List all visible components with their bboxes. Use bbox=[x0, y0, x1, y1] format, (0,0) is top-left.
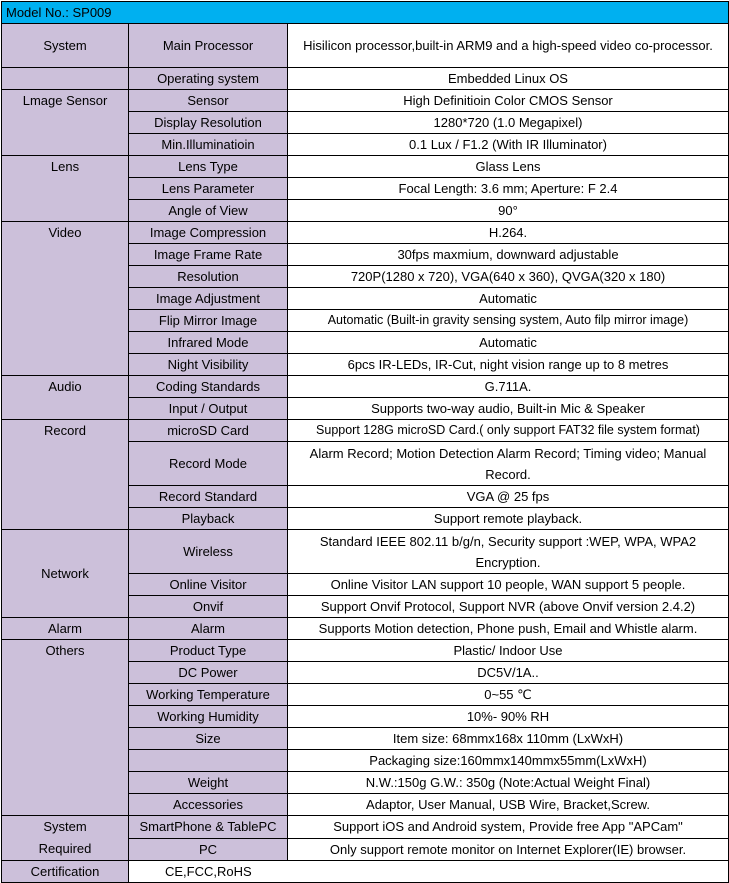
value-record-standard: VGA @ 25 fps bbox=[288, 486, 729, 508]
value-packaging-size: Packaging size:160mmx140mmx55mm(LxWxH) bbox=[288, 750, 729, 772]
feature-product-type: Product Type bbox=[129, 640, 288, 662]
value-alarm: Supports Motion detection, Phone push, Email and Whistle alarm. bbox=[288, 618, 729, 640]
value-sensor: High Definitioin Color CMOS Sensor bbox=[288, 90, 729, 112]
spec-table bbox=[1, 1, 729, 883]
value-accessories: Adaptor, User Manual, USB Wire, Bracket,Screw. bbox=[288, 794, 729, 816]
value-infrared-mode: Automatic bbox=[288, 332, 729, 354]
value-coding-standards: G.711A. bbox=[288, 376, 729, 398]
value-lens-type: Glass Lens bbox=[288, 156, 729, 178]
feature-packaging-size bbox=[129, 750, 288, 772]
feature-display-resolution: Display Resolution bbox=[129, 112, 288, 134]
value-min-illumination: 0.1 Lux / F1.2 (With IR Illuminator) bbox=[288, 134, 729, 156]
feature-image-adjustment: Image Adjustment bbox=[129, 288, 288, 310]
group-image-sensor: Lmage Sensor bbox=[2, 90, 129, 156]
value-certification: CE,FCC,RoHS bbox=[129, 861, 729, 883]
feature-coding-standards: Coding Standards bbox=[129, 376, 288, 398]
feature-onvif: Onvif bbox=[129, 596, 288, 618]
value-product-type: Plastic/ Indoor Use bbox=[288, 640, 729, 662]
value-night-visibility: 6pcs IR-LEDs, IR-Cut, night vision range up to 8 metres bbox=[288, 354, 729, 376]
feature-lens-type: Lens Type bbox=[129, 156, 288, 178]
value-record-mode: Alarm Record; Motion Detection Alarm Record; Timing video; Manual Record. bbox=[288, 442, 729, 486]
group-lens: Lens bbox=[2, 156, 129, 222]
value-resolution: 720P(1280 x 720), VGA(640 x 360), QVGA(320 x 180) bbox=[288, 266, 729, 288]
feature-sensor: Sensor bbox=[129, 90, 288, 112]
value-onvif: Support Onvif Protocol, Support NVR (above Onvif version 2.4.2) bbox=[288, 596, 729, 618]
value-playback: Support remote playback. bbox=[288, 508, 729, 530]
feature-record-mode: Record Mode bbox=[129, 442, 288, 486]
feature-working-humidity: Working Humidity bbox=[129, 706, 288, 728]
feature-size: Size bbox=[129, 728, 288, 750]
group-system-required-line2: Required bbox=[38, 841, 92, 856]
feature-infrared-mode: Infrared Mode bbox=[129, 332, 288, 354]
feature-flip-mirror-image: Flip Mirror Image bbox=[129, 310, 288, 332]
feature-playback: Playback bbox=[129, 508, 288, 530]
group-system-required bbox=[2, 816, 129, 861]
value-main-processor: Hisilicon processor,built-in ARM9 and a high-speed video co-processor. bbox=[288, 24, 729, 68]
value-item-size: Item size: 68mmx168x 110mm (LxWxH) bbox=[288, 728, 729, 750]
value-working-humidity: 10%- 90% RH bbox=[288, 706, 729, 728]
value-input-output: Supports two-way audio, Built-in Mic & Speaker bbox=[288, 398, 729, 420]
group-alarm: Alarm bbox=[2, 618, 129, 640]
value-angle-of-view: 90° bbox=[288, 200, 729, 222]
feature-alarm: Alarm bbox=[129, 618, 288, 640]
feature-image-compression: Image Compression bbox=[129, 222, 288, 244]
group-network: Network bbox=[2, 530, 129, 618]
group-system: System bbox=[2, 24, 129, 68]
group-others: Others bbox=[2, 640, 129, 816]
value-flip-mirror-image: Automatic (Built-in gravity sensing system, Auto filp mirror image) bbox=[288, 310, 729, 332]
feature-main-processor: Main Processor bbox=[129, 24, 288, 68]
feature-pc: PC bbox=[129, 838, 288, 861]
feature-accessories: Accessories bbox=[129, 794, 288, 816]
group-record: Record bbox=[2, 420, 129, 530]
feature-operating-system: Operating system bbox=[129, 68, 288, 90]
feature-lens-parameter: Lens Parameter bbox=[129, 178, 288, 200]
group-video: Video bbox=[2, 222, 129, 376]
group-certification: Certification bbox=[2, 861, 129, 883]
value-smartphone-tablet: Support iOS and Android system, Provide free App "APCam" bbox=[288, 816, 729, 839]
model-number-title: Model No.: SP009 bbox=[2, 2, 729, 24]
value-image-compression: H.264. bbox=[288, 222, 729, 244]
feature-microsd-card: microSD Card bbox=[129, 420, 288, 442]
value-working-temperature: 0~55 ℃ bbox=[288, 684, 729, 706]
group-system-required-line1: System bbox=[43, 819, 87, 834]
feature-input-output: Input / Output bbox=[129, 398, 288, 420]
group-audio: Audio bbox=[2, 376, 129, 420]
feature-online-visitor: Online Visitor bbox=[129, 574, 288, 596]
value-pc: Only support remote monitor on Internet Explorer(IE) browser. bbox=[288, 838, 729, 861]
feature-min-illumination: Min.Illuminatioin bbox=[129, 134, 288, 156]
value-lens-parameter: Focal Length: 3.6 mm; Aperture: F 2.4 bbox=[288, 178, 729, 200]
feature-weight: Weight bbox=[129, 772, 288, 794]
value-display-resolution: 1280*720 (1.0 Megapixel) bbox=[288, 112, 729, 134]
feature-image-frame-rate: Image Frame Rate bbox=[129, 244, 288, 266]
value-microsd-card: Support 128G microSD Card.( only support FAT32 file system format) bbox=[288, 420, 729, 442]
feature-resolution: Resolution bbox=[129, 266, 288, 288]
feature-wireless: Wireless bbox=[129, 530, 288, 574]
value-weight: N.W.:150g G.W.: 350g (Note:Actual Weight Final) bbox=[288, 772, 729, 794]
feature-working-temperature: Working Temperature bbox=[129, 684, 288, 706]
value-online-visitor: Online Visitor LAN support 10 people, WAN support 5 people. bbox=[288, 574, 729, 596]
feature-angle-of-view: Angle of View bbox=[129, 200, 288, 222]
value-wireless: Standard IEEE 802.11 b/g/n, Security support :WEP, WPA, WPA2 Encryption. bbox=[288, 530, 729, 574]
value-image-adjustment: Automatic bbox=[288, 288, 729, 310]
feature-smartphone-tablet: SmartPhone & TablePC bbox=[129, 816, 288, 839]
group-system-continued bbox=[2, 68, 129, 90]
value-image-frame-rate: 30fps maxmium, downward adjustable bbox=[288, 244, 729, 266]
value-operating-system: Embedded Linux OS bbox=[288, 68, 729, 90]
feature-dc-power: DC Power bbox=[129, 662, 288, 684]
feature-record-standard: Record Standard bbox=[129, 486, 288, 508]
value-dc-power: DC5V/1A.. bbox=[288, 662, 729, 684]
feature-night-visibility: Night Visibility bbox=[129, 354, 288, 376]
